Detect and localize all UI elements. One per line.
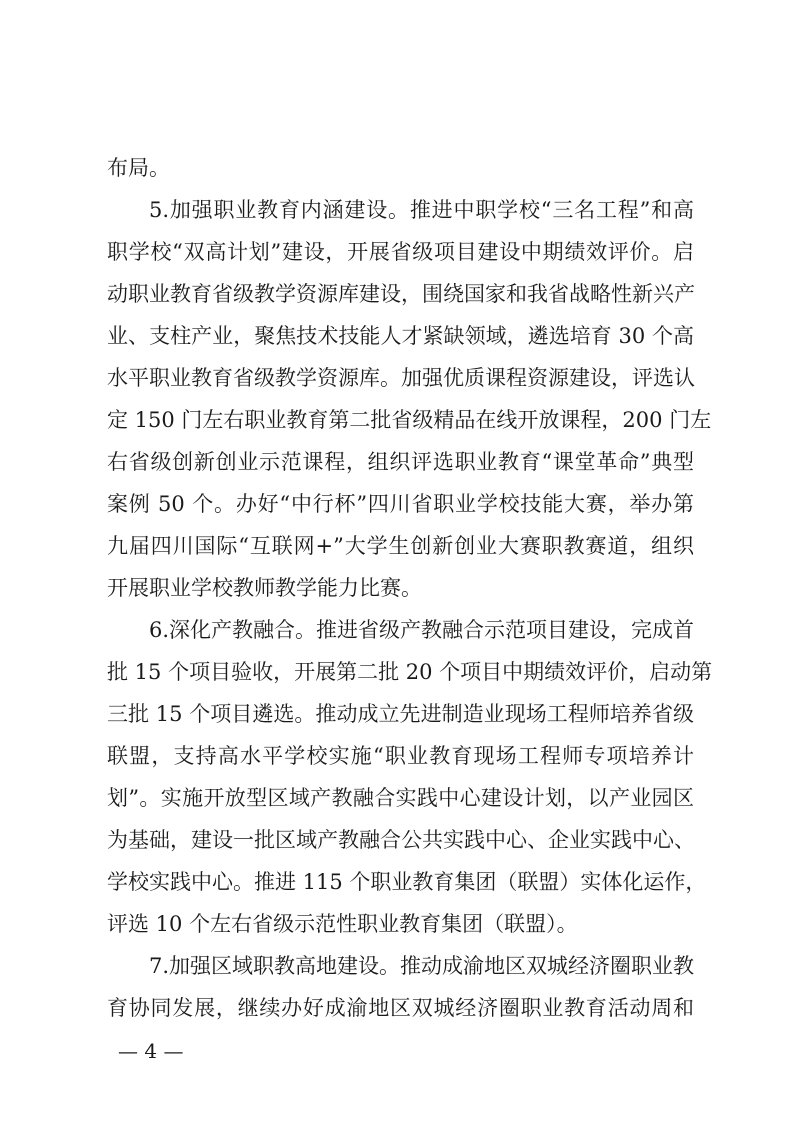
text-line: 7.加强区域职教高地建设。推动成渝地区双城经济圈职业教 [149, 954, 695, 978]
text-line: 为基础，建设一批区域产教融合公共实践中心、企业实践中心、 [107, 828, 695, 852]
text-line: 案例 50 个。办好“中行杯”四川省职业学校技能大赛，举办第 [107, 492, 694, 516]
text-line: 动职业教育省级教学资源库建设，围绕国家和我省战略性新兴产 [107, 282, 695, 306]
text-line: 九届四川国际“互联网+”大学生创新创业大赛职教赛道，组织 [107, 534, 694, 558]
page-number: — 4 — [118, 1039, 184, 1063]
text-line: 联盟，支持高水平学校实施“职业教育现场工程师专项培养计 [107, 744, 694, 768]
text-line: 三批 15 个项目遴选。推动成立先进制造业现场工程师培养省级 [107, 702, 694, 726]
text-line: 划”。实施开放型区域产教融合实践中心建设计划，以产业园区 [107, 786, 694, 810]
text-line: 业、支柱产业，聚焦技术技能人才紧缺领域，遴选培育 30 个高 [107, 324, 694, 348]
text-line: 育协同发展，继续办好成渝地区双城经济圈职业教育活动周和 [107, 996, 694, 1020]
text-line: 布局。 [107, 156, 170, 180]
text-line: 6.深化产教融合。推进省级产教融合示范项目建设，完成首 [149, 618, 695, 642]
text-line: 5.加强职业教育内涵建设。推进中职学校“三名工程”和高 [149, 198, 694, 222]
text-line: 职学校“双高计划”建设，开展省级项目建设中期绩效评价。启 [107, 240, 694, 264]
text-line: 学校实践中心。推进 115 个职业教育集团（联盟）实体化运作， [107, 870, 707, 894]
text-line: 开展职业学校教师教学能力比赛。 [107, 576, 422, 600]
text-line: 右省级创新创业示范课程，组织评选职业教育“课堂革命”典型 [107, 450, 694, 474]
text-line: 评选 10 个左右省级示范性职业教育集团（联盟）。 [107, 912, 578, 936]
text-line: 水平职业教育省级教学资源库。加强优质课程资源建设，评选认 [107, 366, 695, 390]
text-line: 定 150 门左右职业教育第二批省级精品在线开放课程，200 门左 [107, 408, 712, 432]
text-line: 批 15 个项目验收，开展第二批 20 个项目中期绩效评价，启动第 [107, 660, 713, 684]
